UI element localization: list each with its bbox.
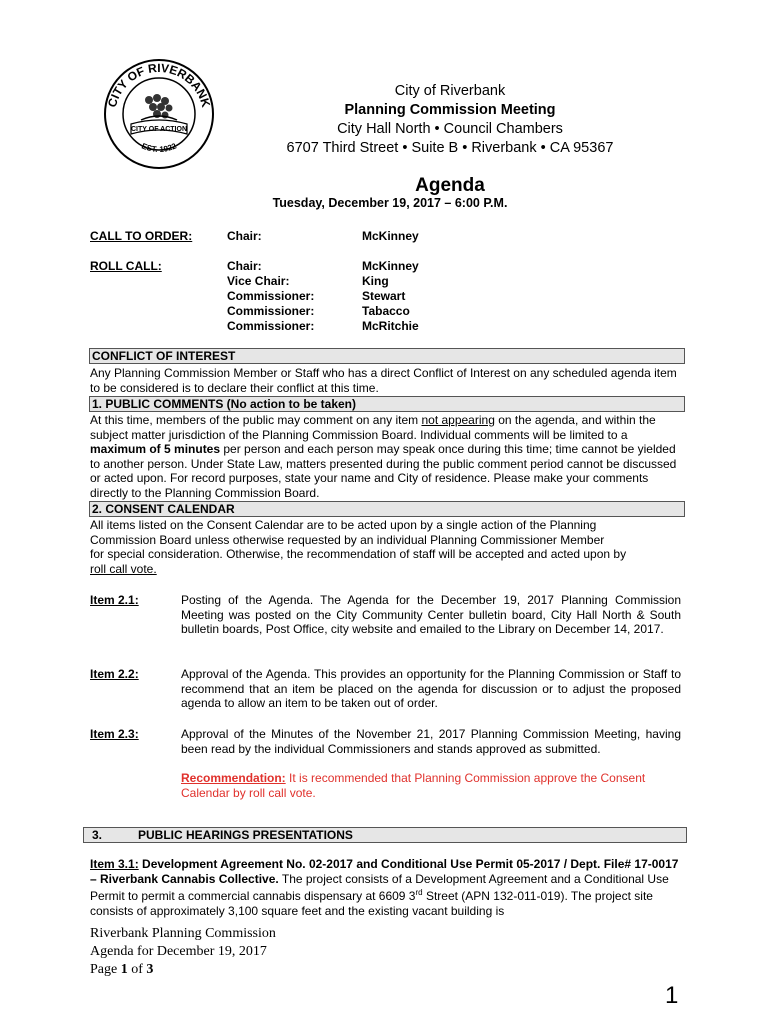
consent-heading: 2. CONSENT CALENDAR	[89, 501, 685, 517]
footer-agenda-date: Agenda for December 19, 2017	[90, 944, 267, 959]
recommendation: Recommendation: It is recommended that Planning Commission approve the Consent Calendar by roll call vote.	[181, 771, 646, 800]
roll-call-name: McRitchie	[362, 319, 419, 333]
public-comments-text: At this time, members of the public may comment on any item not appearing on the agenda, and within the subject matter jurisdiction of the Planning Commission Board. Individual comments will be limited to a maximum of 5 minutes per person and each person may speak once during this time; time cannot be yielded to another person. Under State Law, matters presented during the public comment period cannot be discussed or acted upon. For record purposes, state your name and City of residence. Please make your comments directly to the Planning Commission Board.	[90, 413, 677, 500]
item-2-1-label: Item 2.1:	[90, 593, 139, 607]
conflict-heading: CONFLICT OF INTEREST	[89, 348, 685, 364]
roll-call-role: Commissioner:	[227, 304, 315, 318]
consent-intro: All items listed on the Consent Calendar are to be acted upon by a single action of the Planning Commission Board unless otherwise requested by an individual Planning Commissioner Member for special consideration. Otherwise, the recommendation of staff will be accepted and acted upon by roll call vote.	[90, 518, 627, 576]
item-2-2-label: Item 2.2:	[90, 667, 139, 681]
item-2-3-label: Item 2.3:	[90, 727, 139, 741]
svg-text:EST. 1922: EST. 1922	[140, 141, 178, 155]
public-hearings-heading: 3. PUBLIC HEARINGS PRESENTATIONS	[83, 827, 687, 843]
item-2-1-text: Posting of the Agenda. The Agenda for the December 19, 2017 Planning Commission Meeting was posted on the City Community Center bulletin board, City Hall North & South bulletin boards, Post Office, city website and emailed to the Library on December 14, 2017.	[181, 593, 681, 637]
meeting-name: Planning Commission Meeting	[344, 102, 556, 118]
item-3-1: Item 3.1: Development Agreement No. 02-2017 and Conditional Use Permit 05-2017 / Dept. File# 17-0017 – Riverbank Cannabis Collective. The project consists of a Development Agreement and a Conditional Use Permit to permit a commercial cannabis dispensary at 6609 3rd Street (APN 132-011-019). The project site consists of approximately 3,100 square feet and the existing vacant building is	[90, 857, 679, 918]
venue: City Hall North • Council Chambers	[337, 121, 563, 137]
footer-org: Riverbank Planning Commission	[90, 926, 276, 941]
roll-call-role: Commissioner:	[227, 289, 315, 303]
svg-text:CITY OF ACTION: CITY OF ACTION	[131, 126, 187, 133]
roll-call-roles	[227, 259, 314, 334]
call-to-order-name: McKinney	[362, 229, 419, 243]
meeting-date: Tuesday, December 19, 2017 – 6:00 P.M.	[272, 196, 508, 210]
public-comments-heading: 1. PUBLIC COMMENTS (No action to be taken)	[89, 396, 685, 412]
roll-call-name: King	[362, 274, 389, 288]
agenda-title: Agenda	[415, 175, 485, 196]
roll-call-role: Commissioner:	[227, 319, 315, 333]
page-number: 1	[665, 982, 679, 1009]
item-2-3-text: Approval of the Minutes of the November 21, 2017 Planning Commission Meeting, having been read by the individual Commissioners and stands approved as submitted.	[181, 727, 681, 756]
roll-call-role: Chair:	[227, 259, 262, 273]
item-2-2-text: Approval of the Agenda. This provides an opportunity for the Planning Commission or Staff to recommend that an item be placed on the agenda for discussion or to adjust the proposed agenda to allow an item to be taken out of order.	[181, 667, 681, 711]
conflict-text: Any Planning Commission Member or Staff who has a direct Conflict of Interest on any scheduled agenda item to be considered is to declare their conflict at this time.	[90, 366, 677, 395]
call-to-order-label: CALL TO ORDER:	[90, 229, 193, 243]
call-to-order-role: Chair:	[227, 229, 262, 243]
roll-call-names	[362, 259, 419, 334]
city-name: City of Riverbank	[394, 83, 506, 99]
address: 6707 Third Street • Suite B • Riverbank • CA 95367	[286, 140, 614, 156]
roll-call-name: Stewart	[362, 289, 406, 303]
roll-call-name: Tabacco	[362, 304, 410, 318]
roll-call-name: McKinney	[362, 259, 419, 273]
roll-call-label: ROLL CALL:	[90, 259, 162, 273]
footer-page: Page 1 of 3	[90, 962, 154, 977]
roll-call-role: Vice Chair:	[227, 274, 290, 288]
svg-text:CITY OF RIVERBANK: CITY OF RIVERBANK	[104, 60, 214, 109]
city-seal-logo	[103, 58, 215, 170]
